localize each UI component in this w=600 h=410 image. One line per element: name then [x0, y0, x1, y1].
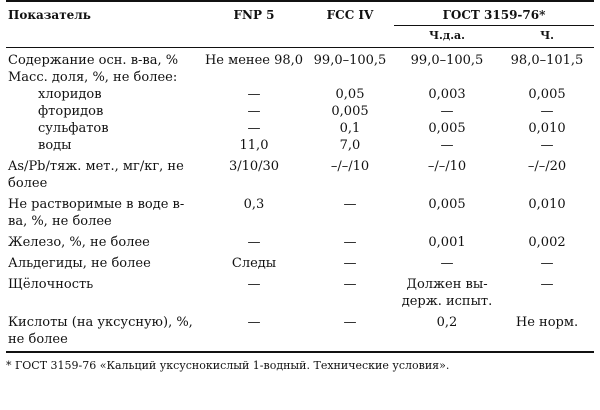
table-row [6, 48, 594, 70]
cell-fcc: — [306, 310, 394, 352]
cell-ch: 0,002 [528, 235, 566, 250]
cell-chda: 0,005 [428, 121, 466, 136]
table-row [6, 137, 594, 154]
table-row [6, 120, 594, 137]
cell-fcc [306, 69, 394, 86]
table-row [6, 192, 594, 230]
table-body [6, 48, 594, 353]
row-label: Кислоты (на уксусную), %, не более [6, 310, 202, 352]
cell-fcc: 99,0–100,5 [313, 53, 387, 68]
header-indicator: Показатель [6, 1, 202, 48]
cell-ch: 98,0–101,5 [510, 53, 584, 68]
cell-fnp: — [247, 277, 261, 292]
cell-fnp: Не менее 98,0 [204, 53, 304, 68]
row-label: сульфатов [38, 121, 109, 136]
table-row [6, 272, 594, 310]
cell-fnp: 11,0 [239, 138, 269, 153]
cell-fcc: 7,0 [339, 138, 361, 153]
row-label: Масс. доля, %, не более: [8, 70, 178, 85]
cell-chda: — [440, 104, 454, 119]
header-fnp: FNP 5 [202, 1, 306, 48]
spec-table [6, 0, 594, 353]
cell-fcc: 0,1 [339, 121, 361, 136]
header-ch: Ч. [500, 26, 594, 48]
cell-ch: 0,005 [528, 87, 566, 102]
cell-ch: –/–/20 [527, 159, 567, 174]
header-gost: ГОСТ 3159-76* [394, 1, 594, 26]
cell-chda: 0,001 [428, 235, 466, 250]
cell-ch: — [540, 104, 554, 119]
row-label: фторидов [38, 104, 104, 119]
cell-chda: 0,2 [394, 310, 500, 352]
cell-chda: Должен выдерж. испыт. [401, 277, 493, 309]
row-label: Железо, %, не более [8, 235, 150, 250]
header-fcc: FCC IV [306, 1, 394, 48]
cell-chda: 0,005 [428, 197, 466, 212]
cell-chda: –/–/10 [427, 159, 467, 174]
row-label: Не растворимые в воде в-ва, %, не более [8, 197, 185, 229]
cell-fnp: — [247, 104, 261, 119]
row-label: Альдегиды, не более [8, 256, 151, 271]
table-row [6, 69, 594, 86]
table-row [6, 103, 594, 120]
cell-chda [394, 69, 500, 86]
cell-fcc: — [343, 256, 357, 271]
cell-fcc: 0,05 [335, 87, 365, 102]
cell-ch: — [540, 138, 554, 153]
table-row [6, 86, 594, 103]
cell-fnp: 0,3 [243, 197, 265, 212]
cell-fnp: 3/10/30 [228, 159, 280, 174]
row-label: хлоридов [38, 87, 102, 102]
cell-fnp: — [247, 87, 261, 102]
cell-chda: 0,003 [428, 87, 466, 102]
header-chda: Ч.д.а. [394, 26, 500, 48]
row-label: As/Pb/тяж. мет., мг/кг, не более [8, 159, 184, 191]
row-label: воды [38, 138, 72, 153]
cell-ch: — [540, 277, 554, 292]
cell-chda: — [440, 256, 454, 271]
cell-ch: 0,010 [528, 197, 566, 212]
cell-ch: — [540, 256, 554, 271]
row-label: Щёлочность [8, 277, 94, 292]
footnote: * ГОСТ 3159-76 «Кальций уксуснокислый 1-водный. Технические условия». [6, 359, 450, 372]
cell-ch: Не норм. [500, 310, 594, 352]
cell-fcc: 0,005 [331, 104, 369, 119]
cell-fcc: –/–/10 [330, 159, 370, 174]
row-label: Содержание осн. в-ва, % [8, 53, 179, 68]
cell-chda: — [440, 138, 454, 153]
cell-ch [500, 69, 594, 86]
table-row [6, 230, 594, 251]
cell-ch: 0,010 [528, 121, 566, 136]
cell-fnp [202, 69, 306, 86]
cell-fcc: — [343, 277, 357, 292]
cell-fnp: Следы [231, 256, 277, 271]
cell-chda: 99,0–100,5 [410, 53, 484, 68]
cell-fnp: — [202, 310, 306, 352]
cell-fnp: — [247, 121, 261, 136]
cell-fcc: — [343, 197, 357, 212]
table-row [6, 310, 594, 352]
table-row [6, 154, 594, 192]
cell-fnp: — [247, 235, 261, 250]
cell-fcc: — [343, 235, 357, 250]
table-row [6, 251, 594, 272]
